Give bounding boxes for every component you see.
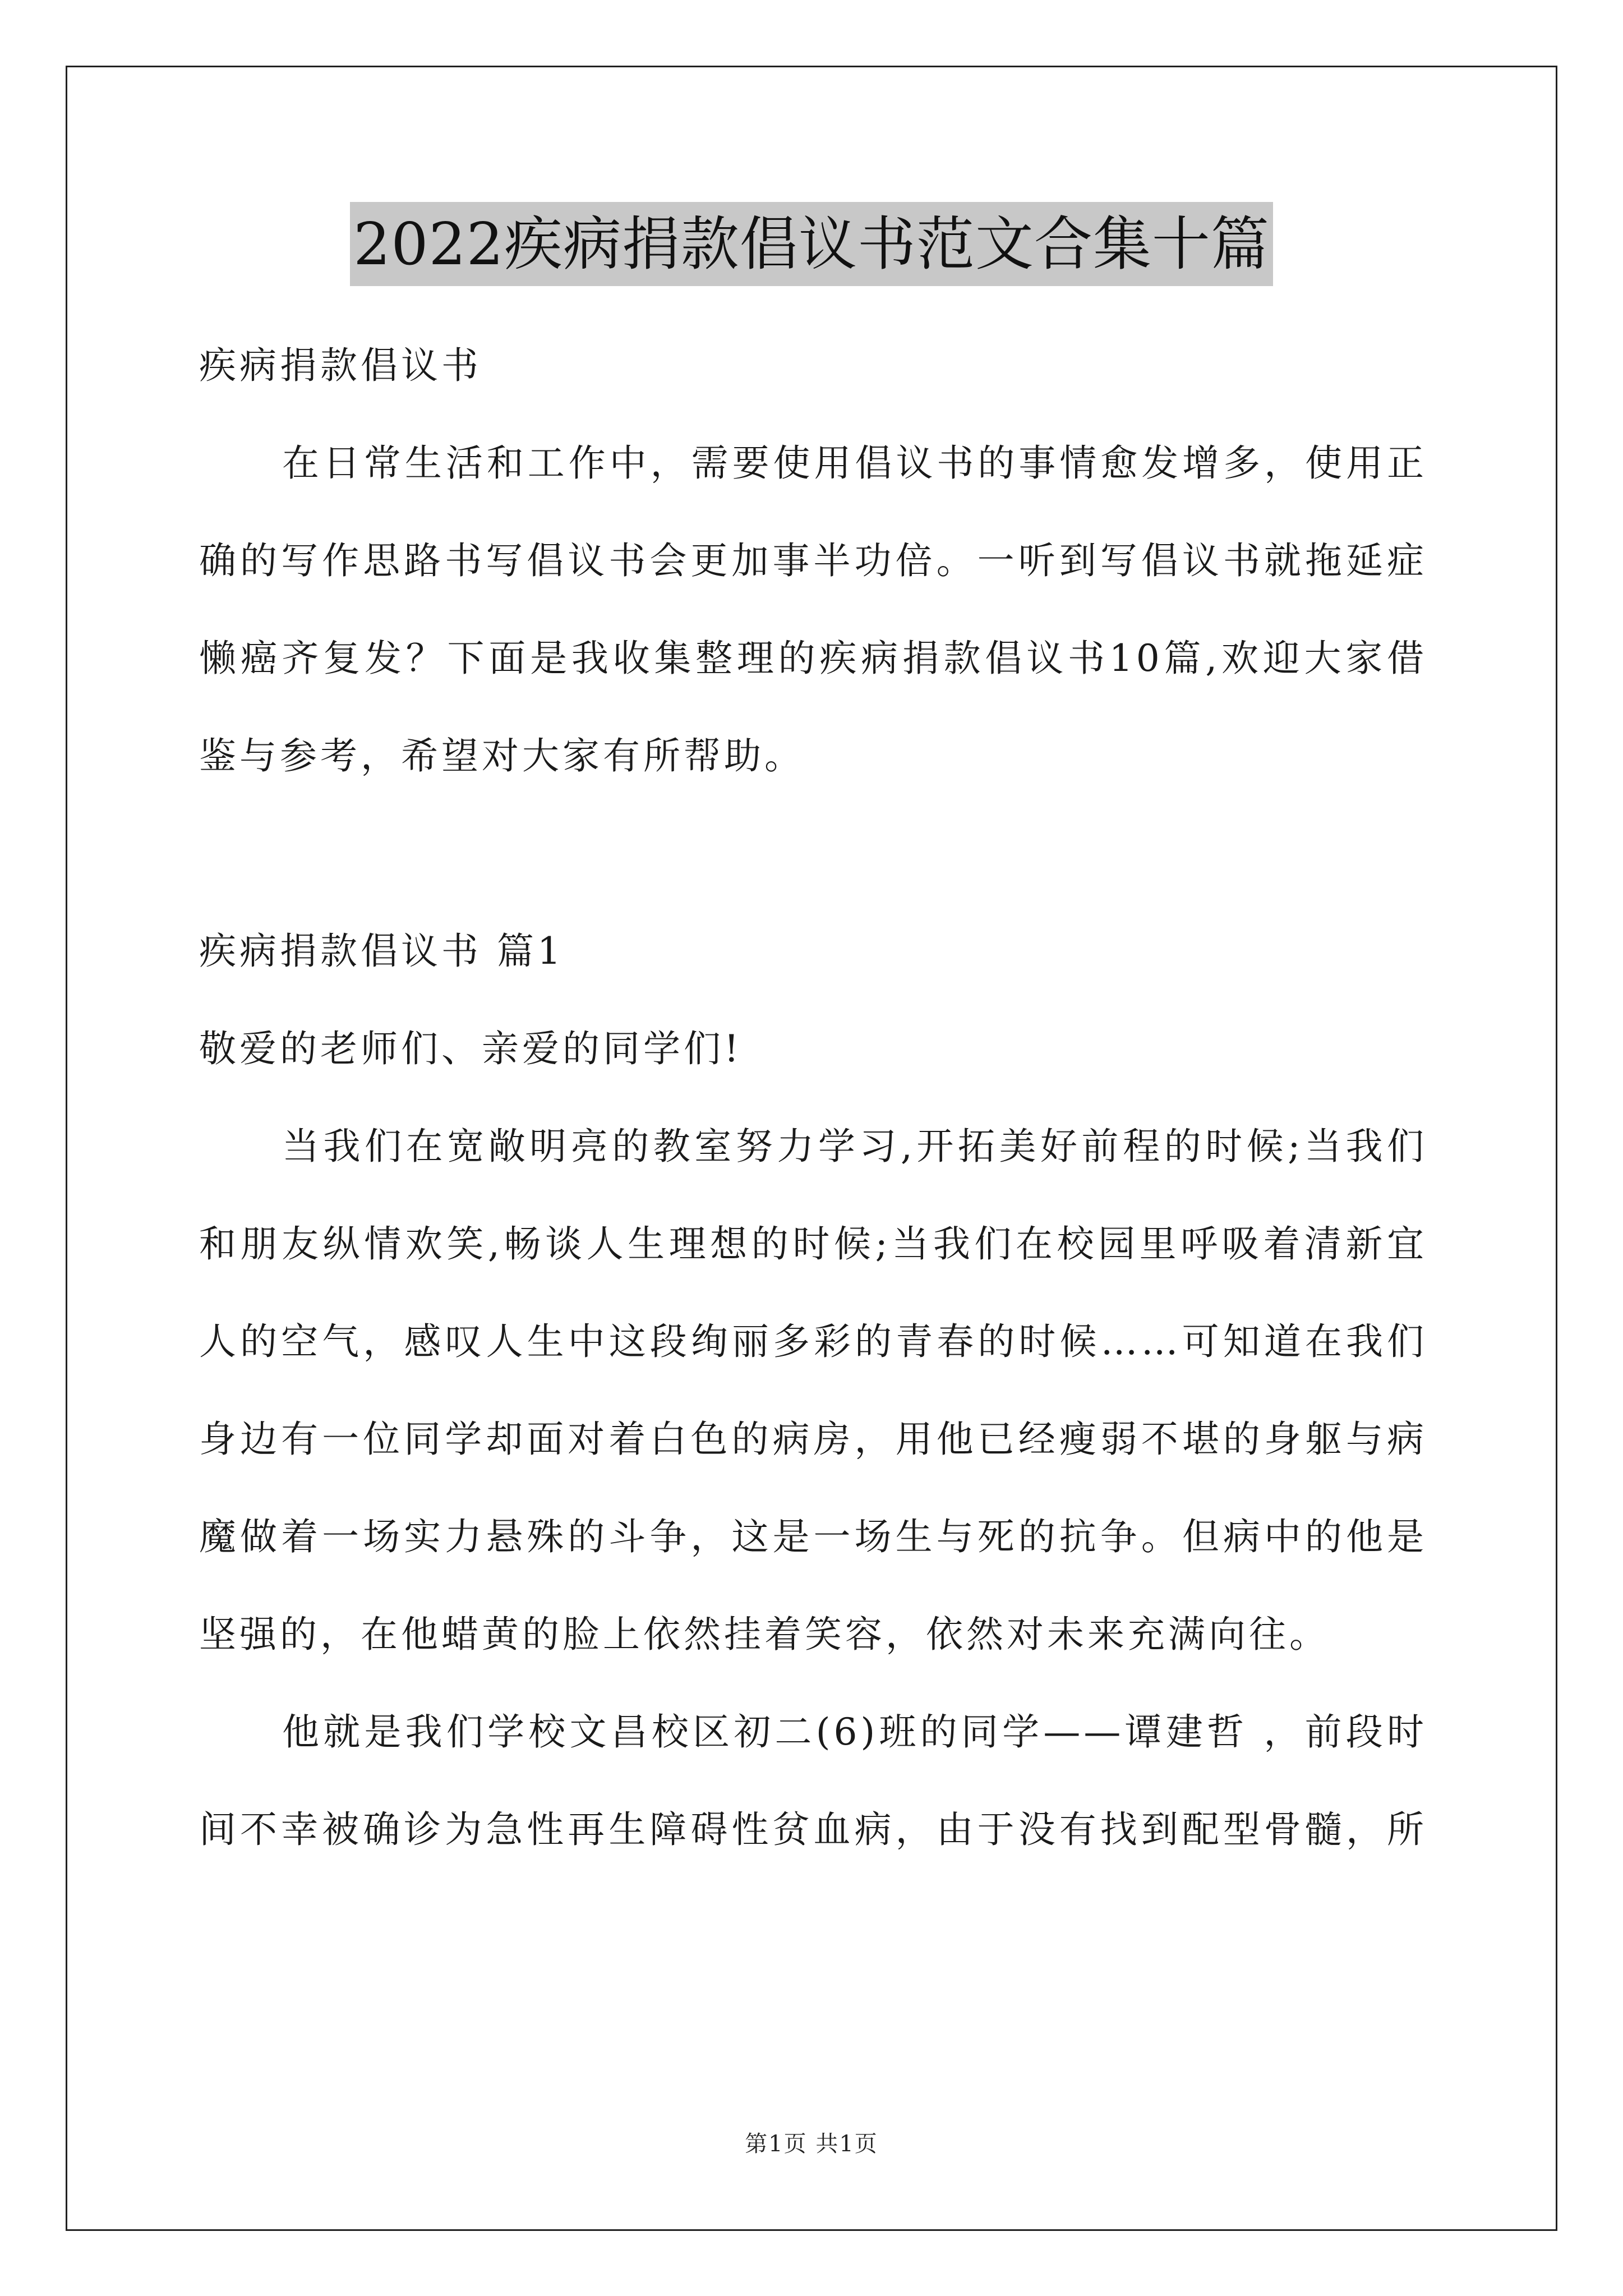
- paragraph-line: 他就是我们学校文昌校区初二(6)班的同学——谭建哲 ，前段时: [282, 1710, 1427, 1754]
- blank-line: [199, 805, 1427, 903]
- paragraph-line: 确的写作思路书写倡议书会更加事半功倍。一听到写倡议书就拖延症: [199, 539, 1427, 582]
- paragraph-line: 人的空气，感叹人生中这段绚丽多彩的青春的时候……可知道在我们: [199, 1320, 1427, 1363]
- paragraph-line: 身边有一位同学却面对着白色的病房，用他已经瘦弱不堪的身躯与病: [199, 1418, 1427, 1461]
- page-footer: 第1页 共1页: [745, 2131, 878, 2157]
- article-heading: 疾病捐款倡议书 篇1: [199, 930, 564, 973]
- paragraph-line: 鉴与参考，希望对大家有所帮助。: [199, 734, 805, 777]
- document-title: 2022疾病捐款倡议书范文合集十篇: [350, 202, 1273, 286]
- paragraph-line: 和朋友纵情欢笑,畅谈人生理想的时候;当我们在校园里呼吸着清新宜: [199, 1222, 1427, 1266]
- paragraph-line: 懒癌齐复发？下面是我收集整理的疾病捐款倡议书10篇,欢迎大家借: [199, 637, 1427, 680]
- section-heading: 疾病捐款倡议书: [199, 344, 482, 387]
- paragraph-line: 魔做着一场实力悬殊的斗争，这是一场生与死的抗争。但病中的他是: [199, 1515, 1427, 1558]
- paragraph-line: 坚强的，在他蜡黄的脸上依然挂着笑容，依然对未来充满向往。: [199, 1613, 1330, 1656]
- document-body: [199, 317, 1427, 1879]
- paragraph-line: 间不幸被确诊为急性再生障碍性贫血病，由于没有找到配型骨髓，所: [199, 1808, 1427, 1851]
- paragraph-line: 在日常生活和工作中，需要使用倡议书的事情愈发增多，使用正: [282, 441, 1427, 485]
- salutation: 敬爱的老师们、亲爱的同学们!: [199, 1027, 743, 1070]
- paragraph-line: 当我们在宽敞明亮的教室努力学习,开拓美好前程的时候;当我们: [282, 1125, 1427, 1168]
- title-container: [0, 202, 1623, 286]
